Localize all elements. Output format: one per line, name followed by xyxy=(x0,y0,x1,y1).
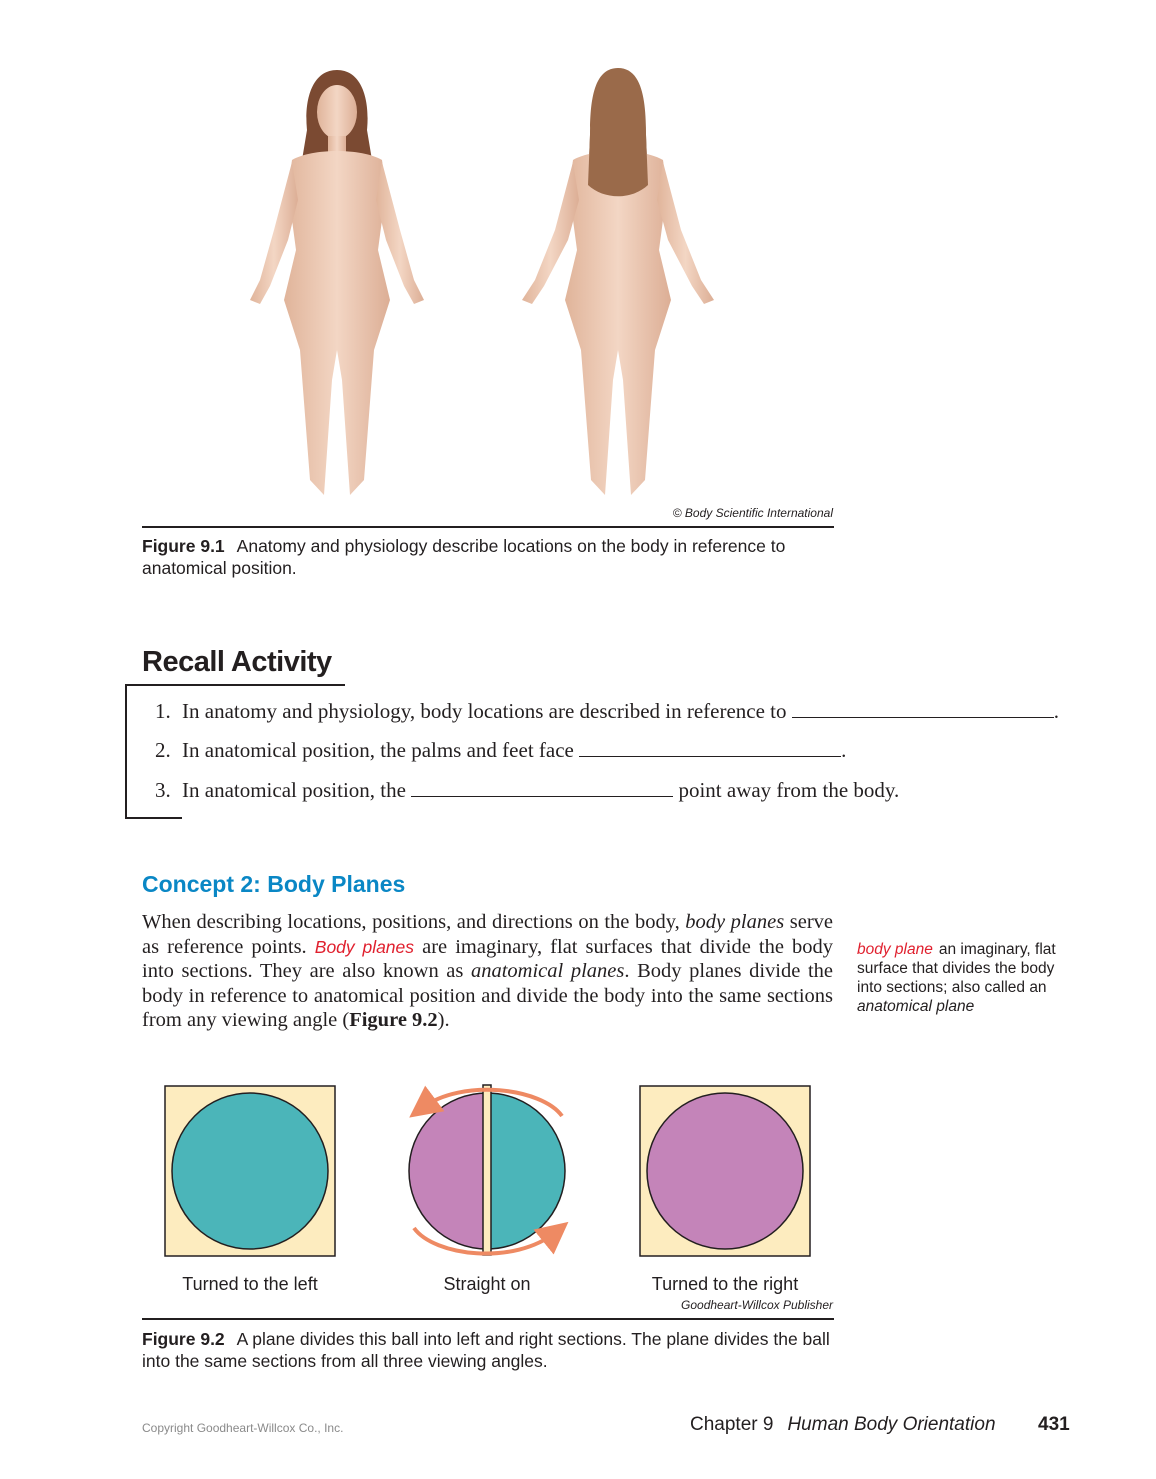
front-view-figure xyxy=(250,70,424,495)
panel-turned-right xyxy=(640,1086,810,1256)
figure-credit: © Body Scientific International xyxy=(672,506,833,520)
figure-caption xyxy=(142,535,842,579)
footer-chapter: Chapter 9 Human Body Orientation xyxy=(690,1414,996,1435)
body-plane-diagram xyxy=(142,1078,834,1268)
figure-caption xyxy=(142,1328,842,1372)
back-view-figure xyxy=(522,68,714,495)
figure-label: Figure 9.2 xyxy=(142,1329,225,1349)
answer-blank[interactable] xyxy=(792,701,1054,718)
definition-term: body plane xyxy=(857,941,933,958)
panel-label: Straight on xyxy=(443,1274,531,1294)
panel-turned-left xyxy=(165,1086,335,1256)
figure-caption-text: A plane divides this ball into left and right sections. The plane divides the ball into the same sections from all three viewing angles. xyxy=(142,1329,830,1371)
anatomical-position-illustration xyxy=(142,50,834,520)
panel-label: Turned to the left xyxy=(182,1274,318,1294)
figure-label: Figure 9.1 xyxy=(142,536,225,556)
figure-credit: Goodheart-Willcox Publisher xyxy=(681,1298,833,1312)
figure-rule xyxy=(142,1318,834,1320)
panel-label: Turned to the right xyxy=(651,1274,799,1294)
figure-caption-text: Anatomy and physiology describe locations on the body in reference to anatomical position. xyxy=(142,536,786,578)
recall-question: 1. In anatomy and physiology, body locations are described in reference to . xyxy=(155,699,1060,723)
recall-question: 3. In anatomical position, the point away from the body. xyxy=(155,778,900,802)
section-heading: Concept 2: Body Planes xyxy=(142,871,406,897)
key-term: Body planes xyxy=(314,936,415,957)
page-number: 431 xyxy=(1038,1414,1070,1435)
answer-blank[interactable] xyxy=(579,740,841,757)
body-paragraph: When describing locations, positions, and directions on the body, body planes serve as reference points. Body planes are imaginary, flat surfaces that divide the body into sections. They are also known as anatomical planes. Body planes divide the body in reference to anatomical position and divide the body into the same sections from any viewing angle (Figure 9.2). xyxy=(142,911,834,1032)
figure-rule xyxy=(142,526,834,528)
recall-activity-heading: Recall Activity xyxy=(142,646,332,678)
footer-copyright: Copyright Goodheart-Willcox Co., Inc. xyxy=(142,1421,344,1435)
margin-definition: body plane an imaginary, flat surface that divides the body into sections; also called an anatomical plane xyxy=(857,941,1056,1015)
recall-question: 2. In anatomical position, the palms and feet face . xyxy=(155,738,847,762)
panel-straight-on xyxy=(409,1085,565,1255)
answer-blank[interactable] xyxy=(411,780,673,797)
figure-reference: Figure 9.2 xyxy=(349,1009,438,1032)
